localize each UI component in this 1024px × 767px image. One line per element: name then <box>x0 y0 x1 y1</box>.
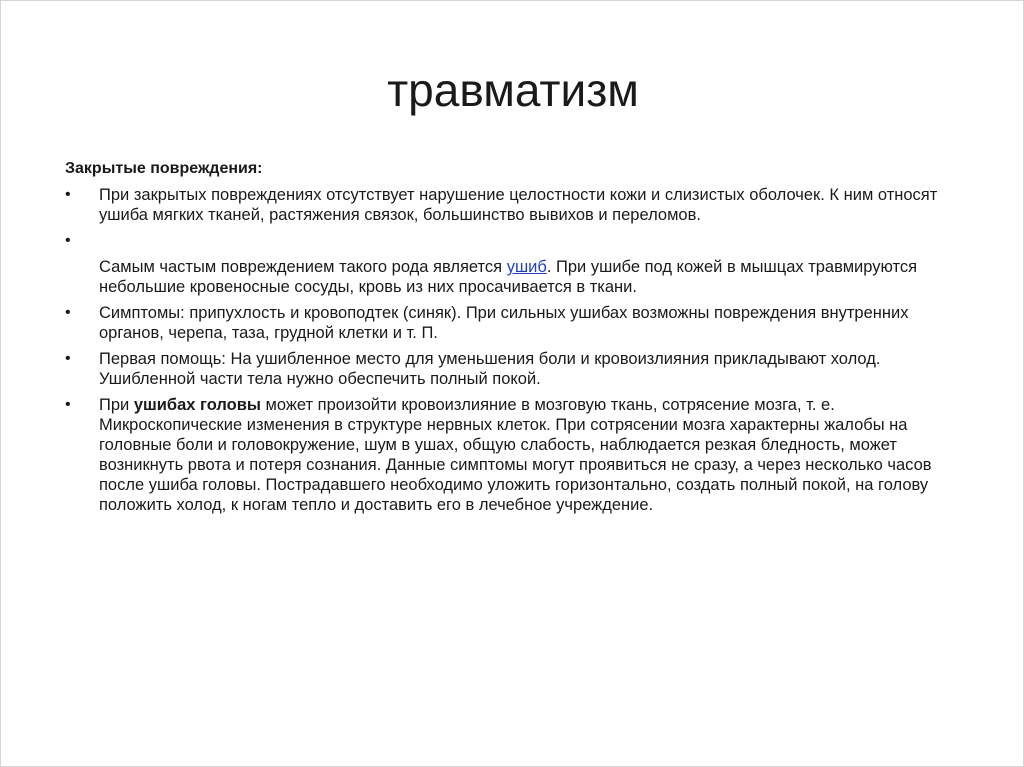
contusion-link[interactable]: ушиб <box>506 258 547 276</box>
head-item-bold-term: ушибах головы <box>133 396 261 414</box>
paragraph-text-before: Самым частым повреждением такого рода является <box>99 258 507 276</box>
bullet-icon: • <box>65 350 71 367</box>
list-item-text: При закрытых повреждениях отсутствует нарушение целостности кожи и слизистых оболочек. К ним относят ушиба мягких тканей, растяжения связок, большинство вывихов и переломов. <box>99 186 938 224</box>
head-item-text-before: При <box>99 396 134 414</box>
paragraph-text-after: . При ушибе под кожей в мышцах травмируются небольшие кровеносные сосуды, кровь из них просачивается в ткани. <box>99 258 918 296</box>
list-item <box>65 349 975 389</box>
list-item <box>65 303 975 343</box>
section-heading: Закрытые повреждения: <box>65 160 263 177</box>
bullet-icon: • <box>65 304 71 321</box>
bullet-icon: • <box>65 232 71 249</box>
bullet-list-continued <box>65 303 975 515</box>
bullet-icon: • <box>65 396 71 413</box>
head-item-text-after: может произойти кровоизлияние в мозговую ткань, сотрясение мозга, т. е. Микроскопические изменения в структуре нервных клеток. При сотрясении мозга характерны жалобы на головные боли и головокружение, шум в ушах, общую слабость, наблюдается резкая бледность, может возникнуть рвота и потеря сознания. Данные симптомы могут проявиться не сразу, а через несколько часов после ушиба головы. Пострадавшего необходимо уложить горизонтально, создать полный покой, на голову положить холод, к ногам тепло и доставить его в лечебное учреждение. <box>99 396 932 514</box>
slide-title: травматизм <box>387 64 639 116</box>
list-item-text: Симптомы: припухлость и кровоподтек (синяк). При сильных ушибах возможны повреждения внутренних органов, черепа, таза, грудной клетки и т. П. <box>99 304 909 342</box>
slide-content <box>65 159 975 521</box>
bullet-list <box>65 185 975 251</box>
list-item-head-injury <box>65 395 975 515</box>
list-item <box>65 185 975 225</box>
bullet-icon: • <box>65 186 71 203</box>
list-item-empty <box>65 231 975 251</box>
contusion-paragraph <box>65 257 975 297</box>
list-item-text: Первая помощь: На ушибленное место для уменьшения боли и кровоизлияния прикладывают холод. Ушибленной части тела нужно обеспечить полный покой. <box>99 350 881 388</box>
